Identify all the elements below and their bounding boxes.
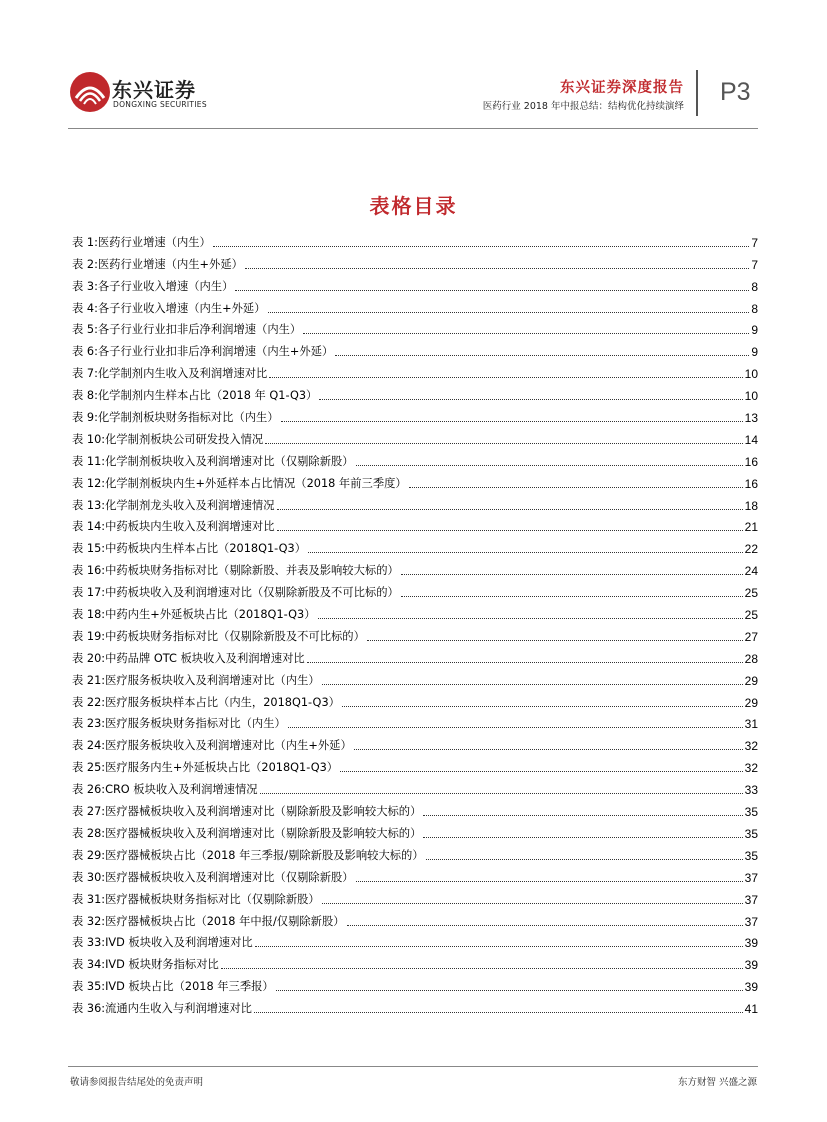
toc-entry[interactable] [72,513,758,535]
page-number: P3 [720,78,751,106]
toc-entry-page: 13 [744,411,758,426]
toc-leader-dots [213,245,749,247]
toc-entry-page: 9 [751,345,758,360]
toc-entry[interactable] [72,469,758,491]
toc-entry-label: 表 15:中药板块内生样本占比（2018Q1-Q3） [72,542,307,556]
toc-entry-page: 32 [744,761,758,776]
toc-entry-page: 14 [744,432,758,447]
toc-entry-page: 28 [744,651,758,666]
toc-entry-page: 24 [744,564,758,579]
toc-entry[interactable] [72,644,758,666]
toc-entry-label: 表 13:化学制剂龙头收入及利润增速情况 [72,498,275,512]
toc-entry-page: 29 [744,695,758,710]
toc-entry[interactable] [72,272,758,294]
header-divider [696,70,698,116]
toc-entry[interactable] [72,534,758,556]
toc-leader-dots [235,289,749,291]
toc-entry-page: 31 [744,717,758,732]
toc-entry-label: 表 28:医疗器械板块收入及利润增速对比（剔除新股及影响较大标的） [72,826,422,840]
toc-entry-label: 表 21:医疗服务板块收入及利润增速对比（内生） [72,673,320,687]
toc-leader-dots [356,880,743,882]
toc-entry[interactable] [72,929,758,951]
toc-entry-page: 33 [744,783,758,798]
toc-leader-dots [268,311,750,313]
toc-leader-dots [401,573,743,575]
toc-entry-label: 表 35:IVD 板块占比（2018 年三季报） [72,980,274,994]
toc-leader-dots [322,683,743,685]
header-rule [68,128,758,129]
toc-entry-page: 10 [744,389,758,404]
toc-entry-label: 表 27:医疗器械板块收入及利润增速对比（剔除新股及影响较大标的） [72,805,422,819]
report-subtitle: 医药行业 2018 年中报总结：结构优化持续演绎 [482,101,684,112]
toc-entry[interactable] [72,381,758,403]
toc-entry-page: 37 [744,914,758,929]
toc-leader-dots [356,464,743,466]
toc-leader-dots [409,486,743,488]
toc-leader-dots [318,617,743,619]
toc-entry-label: 表 16:中药板块财务指标对比（剔除新股、并表及影响较大标的） [72,564,399,578]
toc-entry-page: 27 [744,629,758,644]
toc-leader-dots [347,924,743,926]
toc-entry-page: 7 [751,257,758,272]
toc-entry[interactable] [72,710,758,732]
toc-leader-dots [307,661,743,663]
toc-entry[interactable] [72,797,758,819]
toc-leader-dots [254,1011,743,1013]
toc-entry-page: 7 [751,235,758,250]
footer-rule [68,1066,758,1067]
toc-entry[interactable] [72,294,758,316]
toc-entry-label: 表 32:医疗器械板块占比（2018 年中报/仅剔除新股） [72,914,345,928]
logo-chinese-name: 东兴证券 [112,78,196,102]
toc-entry-label: 表 36:流通内生收入与利润增速对比 [72,1002,252,1016]
toc-entry[interactable] [72,819,758,841]
toc-entry[interactable] [72,972,758,994]
dongxing-logo-icon [68,70,112,114]
toc-leader-dots [340,770,743,772]
toc-entry-page: 21 [744,520,758,535]
toc-entry[interactable] [72,841,758,863]
toc-entry[interactable] [72,885,758,907]
toc-leader-dots [277,529,743,531]
toc-entry-label: 表 3:各子行业收入增速（内生） [72,279,234,293]
toc-leader-dots [221,967,743,969]
toc-entry[interactable] [72,316,758,338]
toc-entry[interactable] [72,491,758,513]
toc-entry-label: 表 4:各子行业收入增速（内生+外延） [72,301,266,315]
toc-entry-page: 39 [744,936,758,951]
toc-entry-page: 39 [744,958,758,973]
toc-entry-page: 41 [744,1002,758,1017]
toc-entry-label: 表 17:中药板块收入及利润增速对比（仅剔除新股及不可比标的） [72,586,399,600]
toc-entry-label: 表 7:化学制剂内生收入及利润增速对比 [72,367,268,381]
toc-entry-label: 表 23:医疗服务板块财务指标对比（内生） [72,717,286,731]
toc-entry-page: 18 [744,498,758,513]
toc-entry[interactable] [72,731,758,753]
toc-entry-label: 表 14:中药板块内生收入及利润增速对比 [72,520,275,534]
logo-english-name: DONGXING SECURITIES [113,100,207,109]
toc-entry-label: 表 20:中药品牌 OTC 板块收入及利润增速对比 [72,651,305,665]
toc-entry-page: 32 [744,739,758,754]
toc-entry-label: 表 34:IVD 板块财务指标对比 [72,958,219,972]
toc-entry-label: 表 11:化学制剂板块收入及利润增速对比（仅剔除新股） [72,454,354,468]
toc-entry-label: 表 19:中药板块财务指标对比（仅剔除新股及不可比标的） [72,629,365,643]
toc-leader-dots [277,508,743,510]
toc-entry[interactable] [72,447,758,469]
toc-leader-dots [401,595,743,597]
toc-entry-label: 表 29:医疗器械板块占比（2018 年三季报/剔除新股及影响较大标的） [72,848,424,862]
toc-leader-dots [303,332,749,334]
toc-entry-label: 表 10:化学制剂板块公司研发投入情况 [72,432,264,446]
toc-leader-dots [260,792,743,794]
report-title: 东兴证券深度报告 [560,80,684,96]
toc-entry[interactable] [72,863,758,885]
toc-leader-dots [281,420,743,422]
toc-leader-dots [308,551,743,553]
toc-entry-label: 表 30:医疗器械板块收入及利润增速对比（仅剔除新股） [72,870,354,884]
page-header [0,0,827,132]
toc-entry-label: 表 33:IVD 板块收入及利润增速对比 [72,936,253,950]
toc-entry[interactable] [72,907,758,929]
toc-entry-page: 8 [751,301,758,316]
toc-entry-page: 16 [744,476,758,491]
toc-entry-label: 表 5:各子行业行业扣非后净利润增速（内生） [72,323,302,337]
toc-leader-dots [269,376,742,378]
toc-leader-dots [322,902,743,904]
toc-entry-page: 39 [744,980,758,995]
toc-entry-label: 表 26:CRO 板块收入及利润增速情况 [72,783,258,797]
toc-entry[interactable] [72,600,758,622]
toc-entry-page: 16 [744,454,758,469]
toc-leader-dots [426,858,743,860]
toc-entry-page: 10 [744,367,758,382]
toc-entry-label: 表 9:化学制剂板块财务指标对比（内生） [72,411,279,425]
toc-leader-dots [367,639,743,641]
toc-entry[interactable] [72,753,758,775]
toc-entry-page: 9 [751,323,758,338]
company-logo [68,70,207,114]
toc-entry[interactable] [72,403,758,425]
toc-entry-label: 表 18:中药内生+外延板块占比（2018Q1-Q3） [72,608,316,622]
toc-entry-label: 表 22:医疗服务板块样本占比（内生，2018Q1-Q3） [72,695,340,709]
toc-entry[interactable] [72,556,758,578]
toc-leader-dots [245,267,749,269]
toc-entry-label: 表 1:医药行业增速（内生） [72,235,211,249]
toc-leader-dots [423,836,742,838]
footer-disclaimer: 敬请参阅报告结尾处的免责声明 [70,1077,204,1088]
toc-entry-page: 37 [744,892,758,907]
toc-entry[interactable] [72,622,758,644]
table-of-contents [72,228,758,1016]
toc-entry-label: 表 31:医疗器械板块财务指标对比（仅剔除新股） [72,892,320,906]
toc-leader-dots [423,814,742,816]
toc-entry-page: 35 [744,805,758,820]
toc-entry-page: 29 [744,673,758,688]
toc-title: 表格目录 [369,194,458,218]
toc-entry[interactable] [72,228,758,250]
toc-leader-dots [354,748,743,750]
toc-entry-page: 35 [744,826,758,841]
toc-entry[interactable] [72,688,758,710]
toc-leader-dots [342,705,743,707]
toc-entry[interactable] [72,425,758,447]
toc-entry-label: 表 25:医疗服务内生+外延板块占比（2018Q1-Q3） [72,761,339,775]
toc-entry-label: 表 8:化学制剂内生样本占比（2018 年 Q1-Q3） [72,389,318,403]
toc-leader-dots [265,442,742,444]
toc-entry-page: 25 [744,608,758,623]
toc-leader-dots [276,989,743,991]
toc-leader-dots [255,945,743,947]
toc-entry[interactable] [72,994,758,1016]
toc-leader-dots [319,398,742,400]
toc-entry-label: 表 12:化学制剂板块内生+外延样本占比情况（2018 年前三季度） [72,476,407,490]
toc-entry-page: 35 [744,848,758,863]
toc-entry[interactable] [72,950,758,972]
toc-entry[interactable] [72,337,758,359]
footer-slogan: 东方财智 兴盛之源 [677,1077,757,1088]
toc-entry[interactable] [72,250,758,272]
toc-entry-page: 25 [744,586,758,601]
toc-entry-label: 表 24:医疗服务板块收入及利润增速对比（内生+外延） [72,739,352,753]
toc-leader-dots [288,726,743,728]
toc-entry-page: 8 [751,279,758,294]
toc-entry[interactable] [72,578,758,600]
toc-entry[interactable] [72,666,758,688]
toc-entry-label: 表 2:医药行业增速（内生+外延） [72,257,243,271]
toc-leader-dots [335,354,749,356]
toc-entry[interactable] [72,359,758,381]
toc-entry-label: 表 6:各子行业行业扣非后净利润增速（内生+外延） [72,345,334,359]
toc-entry-page: 37 [744,870,758,885]
toc-entry[interactable] [72,775,758,797]
toc-entry-page: 22 [744,542,758,557]
